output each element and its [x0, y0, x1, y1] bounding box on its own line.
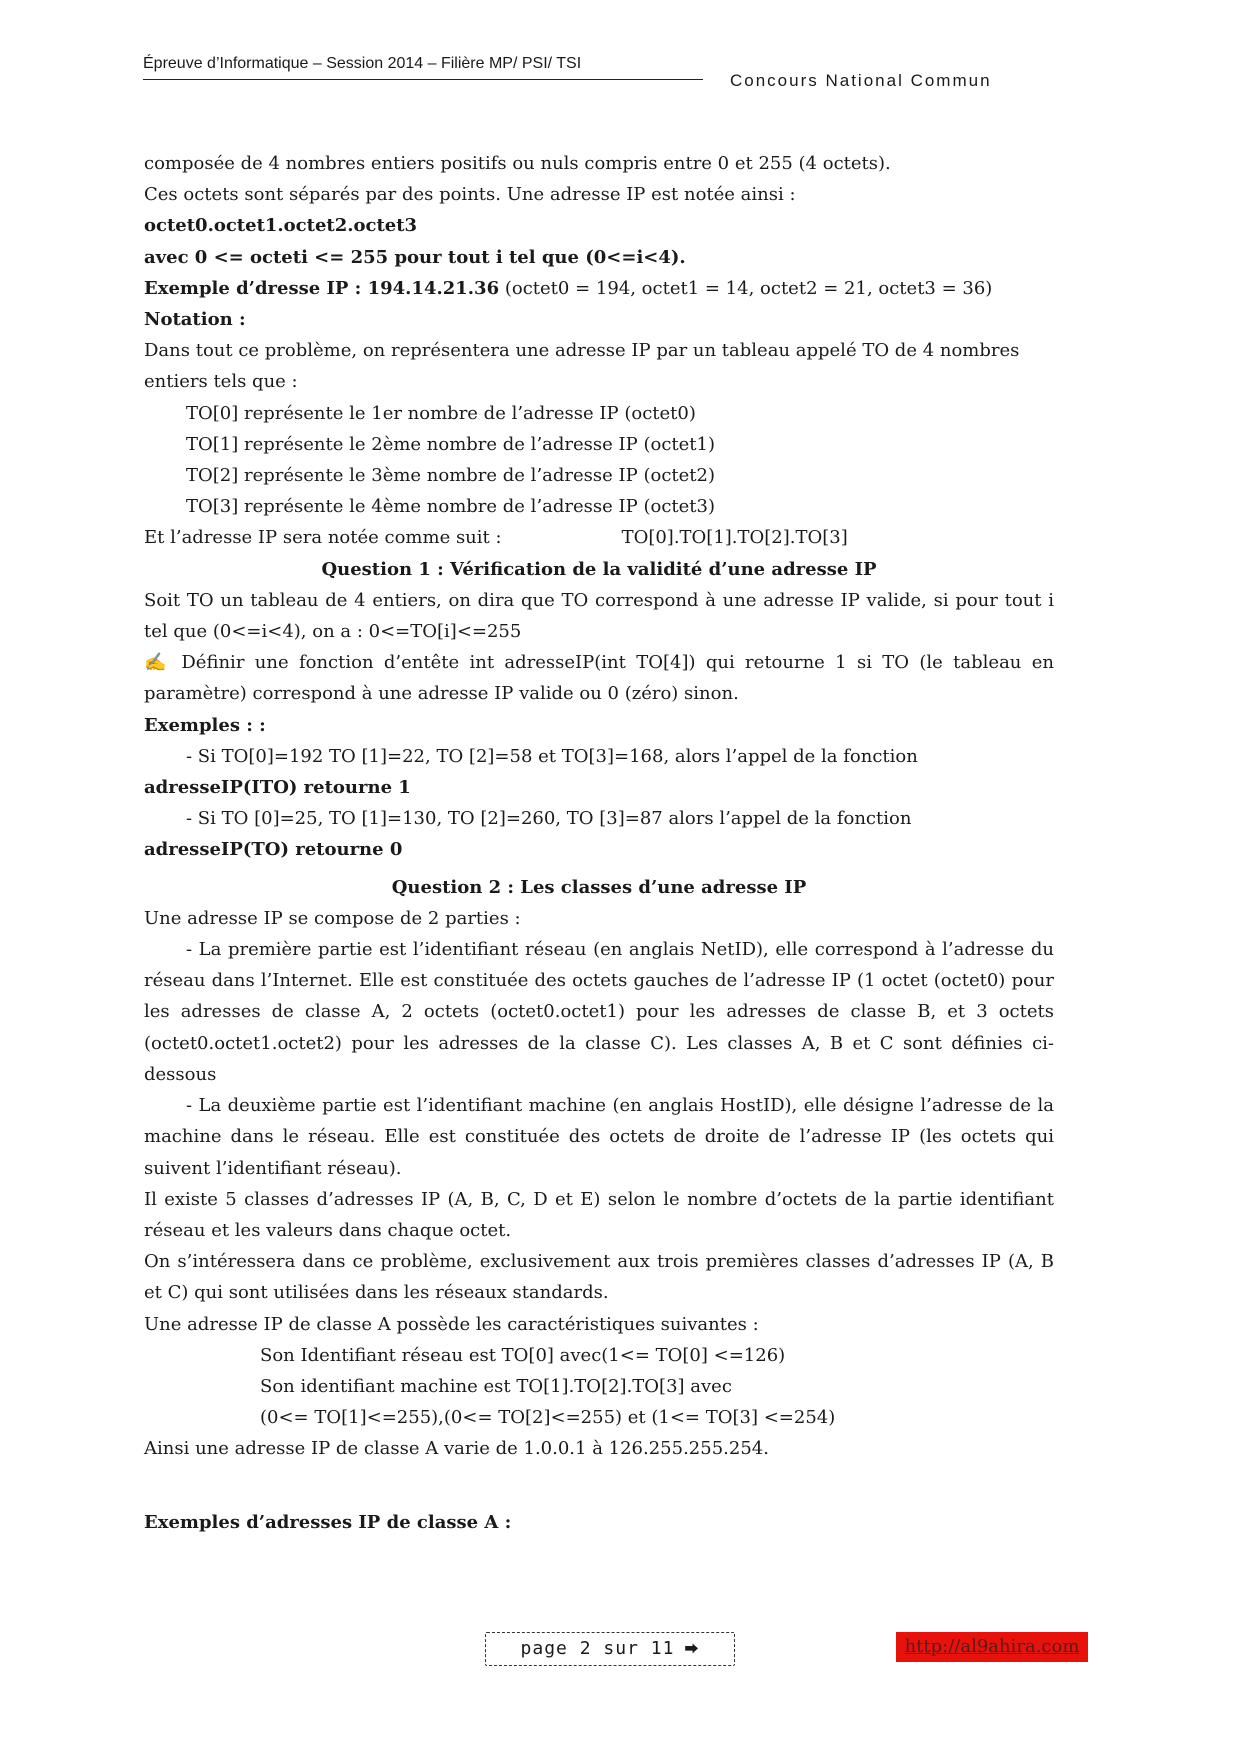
paragraph: Une adresse IP se compose de 2 parties :	[144, 907, 521, 929]
list-item: Son Identifiant réseau est TO[0] avec(1<= TO[0] <=126)	[260, 1344, 786, 1366]
paragraph: - La deuxième partie est l’identifiant machine (en anglais HostID), elle désigne l’adresse de la machine dans le réseau. Elle est constituée des octets de droite de l’adresse IP (les octets qui suivent l’identifiant réseau).	[144, 1095, 1054, 1179]
paragraph: Ces octets sont séparés par des points. Une adresse IP est notée ainsi : octet0.octet1.octet2.octet3	[144, 184, 796, 237]
question-2-title: Question 2 : Les classes d’une adresse IP	[391, 876, 807, 898]
list-item: (0<= TO[1]<=255),(0<= TO[2]<=255) et (1<= TO[3] <=254)	[260, 1407, 836, 1429]
example-line: - Si TO [0]=25, TO [1]=130, TO [2]=260, TO [3]=87 alors l’appel de la fonction	[186, 808, 912, 830]
paragraph: Exemple d’dresse IP : 194.14.21.36 (octet0 = 194, octet1 = 14, octet2 = 21, octet3 = 36)	[144, 277, 993, 299]
examples-class-a-heading: Exemples d’adresses IP de classe A :	[144, 1511, 512, 1533]
paragraph: avec 0 <= octeti <= 255 pour tout i tel que (0<=i<4).	[144, 246, 686, 268]
paragraph: Dans tout ce problème, on représentera une adresse IP par un tableau appelé TO de 4 nombres entiers tels que :	[144, 340, 1020, 393]
paragraph: Et l’adresse IP sera notée comme suit : TO[0].TO[1].TO[2].TO[3]	[144, 527, 848, 549]
exam-header-title: Épreuve d’Informatique – Session 2014 – Filière MP/ PSI/ TSI	[143, 55, 703, 80]
website-link[interactable]: http://al9ahira.com	[896, 1632, 1088, 1662]
exam-header-contest: Concours National Commun	[730, 71, 992, 90]
paragraph: Soit TO un tableau de 4 entiers, on dira que TO correspond à une adresse IP valide, si pour tout i tel que (0<=i<4), on a : 0<=TO[i]<=255	[144, 589, 1054, 643]
question-1-title: Question 1 : Vérification de la validité d’une adresse IP	[321, 558, 877, 580]
paragraph: Ainsi une adresse IP de classe A varie de 1.0.0.1 à 126.255.255.254.	[144, 1438, 769, 1460]
page-number-box	[485, 1632, 735, 1666]
paragraph: ✍ Définir une fonction d’entête int adresseIP(int TO[4]) qui retourne 1 si TO (le tableau en paramètre) correspond à une adresse IP valide ou 0 (zéro) sinon.	[144, 652, 1054, 705]
paragraph: composée de 4 nombres entiers positifs ou nuls compris entre 0 et 255 (4 octets).	[144, 153, 891, 174]
example-line: adresseIP(TO) retourne 0	[144, 839, 403, 861]
page-body	[144, 148, 1054, 1538]
notation-heading: Notation :	[144, 309, 246, 331]
list-item: TO[2] représente le 3ème nombre de l’adresse IP (octet2)	[186, 465, 715, 487]
list-item: Son identifiant machine est TO[1].TO[2].TO[3] avec	[260, 1375, 732, 1397]
page-number: page 2 sur 11	[520, 1638, 675, 1659]
examples-heading: Exemples : :	[144, 714, 266, 736]
example-line: - Si TO[0]=192 TO [1]=22, TO [2]=58 et TO[3]=168, alors l’appel de la fonction	[186, 745, 918, 767]
example-line: adresseIP(ITO) retourne 1	[144, 777, 411, 799]
list-item: TO[0] représente le 1er nombre de l’adresse IP (octet0)	[186, 402, 696, 424]
list-item: TO[1] représente le 2ème nombre de l’adresse IP (octet1)	[186, 433, 715, 455]
paragraph: Il existe 5 classes d’adresses IP (A, B, C, D et E) selon le nombre d’octets de la partie identifiant réseau et les valeurs dans chaque octet.	[144, 1188, 1054, 1241]
arrow-right-icon: ⮕	[684, 1642, 700, 1658]
list-item: TO[3] représente le 4ème nombre de l’adresse IP (octet3)	[186, 496, 715, 518]
paragraph: Une adresse IP de classe A possède les caractéristiques suivantes :	[144, 1313, 759, 1335]
paragraph: - La première partie est l’identifiant réseau (en anglais NetID), elle correspond à l’adresse du réseau dans l’Internet. Elle est constituée des octets gauches de l’adresse IP (1 octet (octet0) pour les adresses de classe A, 2 octets (octet0.octet1) pour les adresses de classe B, et 3 octets (octet0.octet1.octet2) pour les adresses de la classe C). Les classes A, B et C sont définies ci-dessous	[144, 939, 1054, 1085]
paragraph: On s’intéressera dans ce problème, exclusivement aux trois premières classes d’adresses IP (A, B et C) qui sont utilisées dans les réseaux standards.	[144, 1251, 1054, 1304]
